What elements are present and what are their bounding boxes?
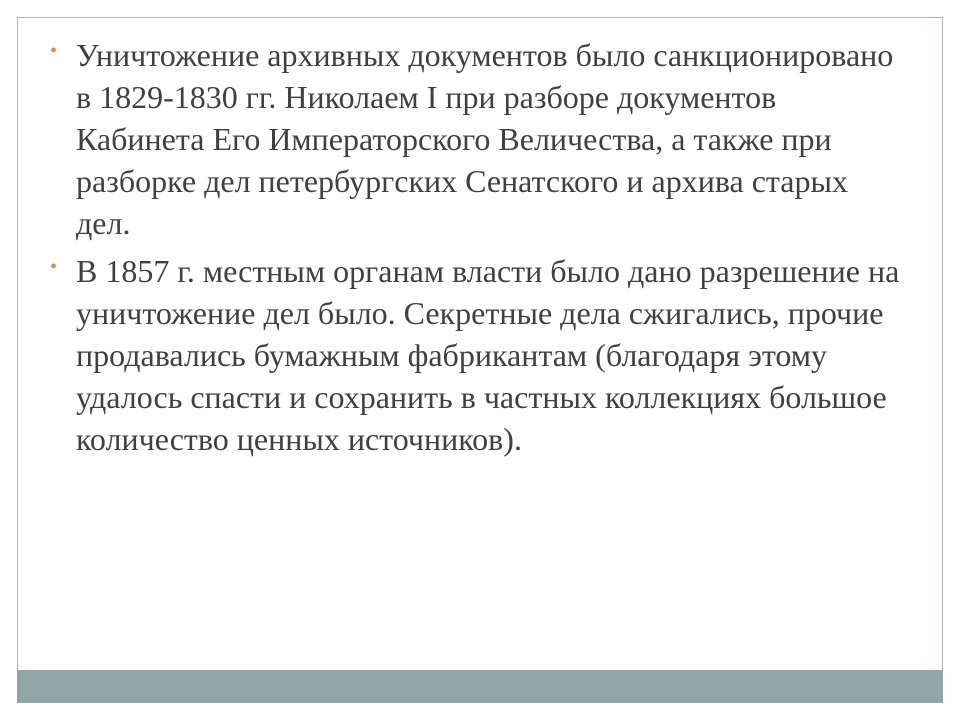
bullet-text: Уничтожение архивных документов было санкционировано в 1829-1830 гг. Николаем I при разборе документов Кабинета Его Императорского Величества, а также при разборке дел петербургских Сенатского и архива старых дел. [76, 37, 894, 241]
bullet-dot-icon: • [50, 256, 58, 278]
bullet-dot-icon: • [50, 40, 58, 62]
footer-bar [17, 670, 943, 703]
bullet-item [48, 250, 908, 460]
bullet-text: В 1857 г. местным органам власти было дано разрешение на уничтожение дел было. Секретные дела сжигались, прочие продавались бумажным фабрикантам (благодаря этому удалось спасти и сохранить в частных коллекциях большое количество ценных источников). [76, 253, 900, 457]
bullet-item [48, 34, 908, 244]
bullet-list [48, 34, 908, 466]
